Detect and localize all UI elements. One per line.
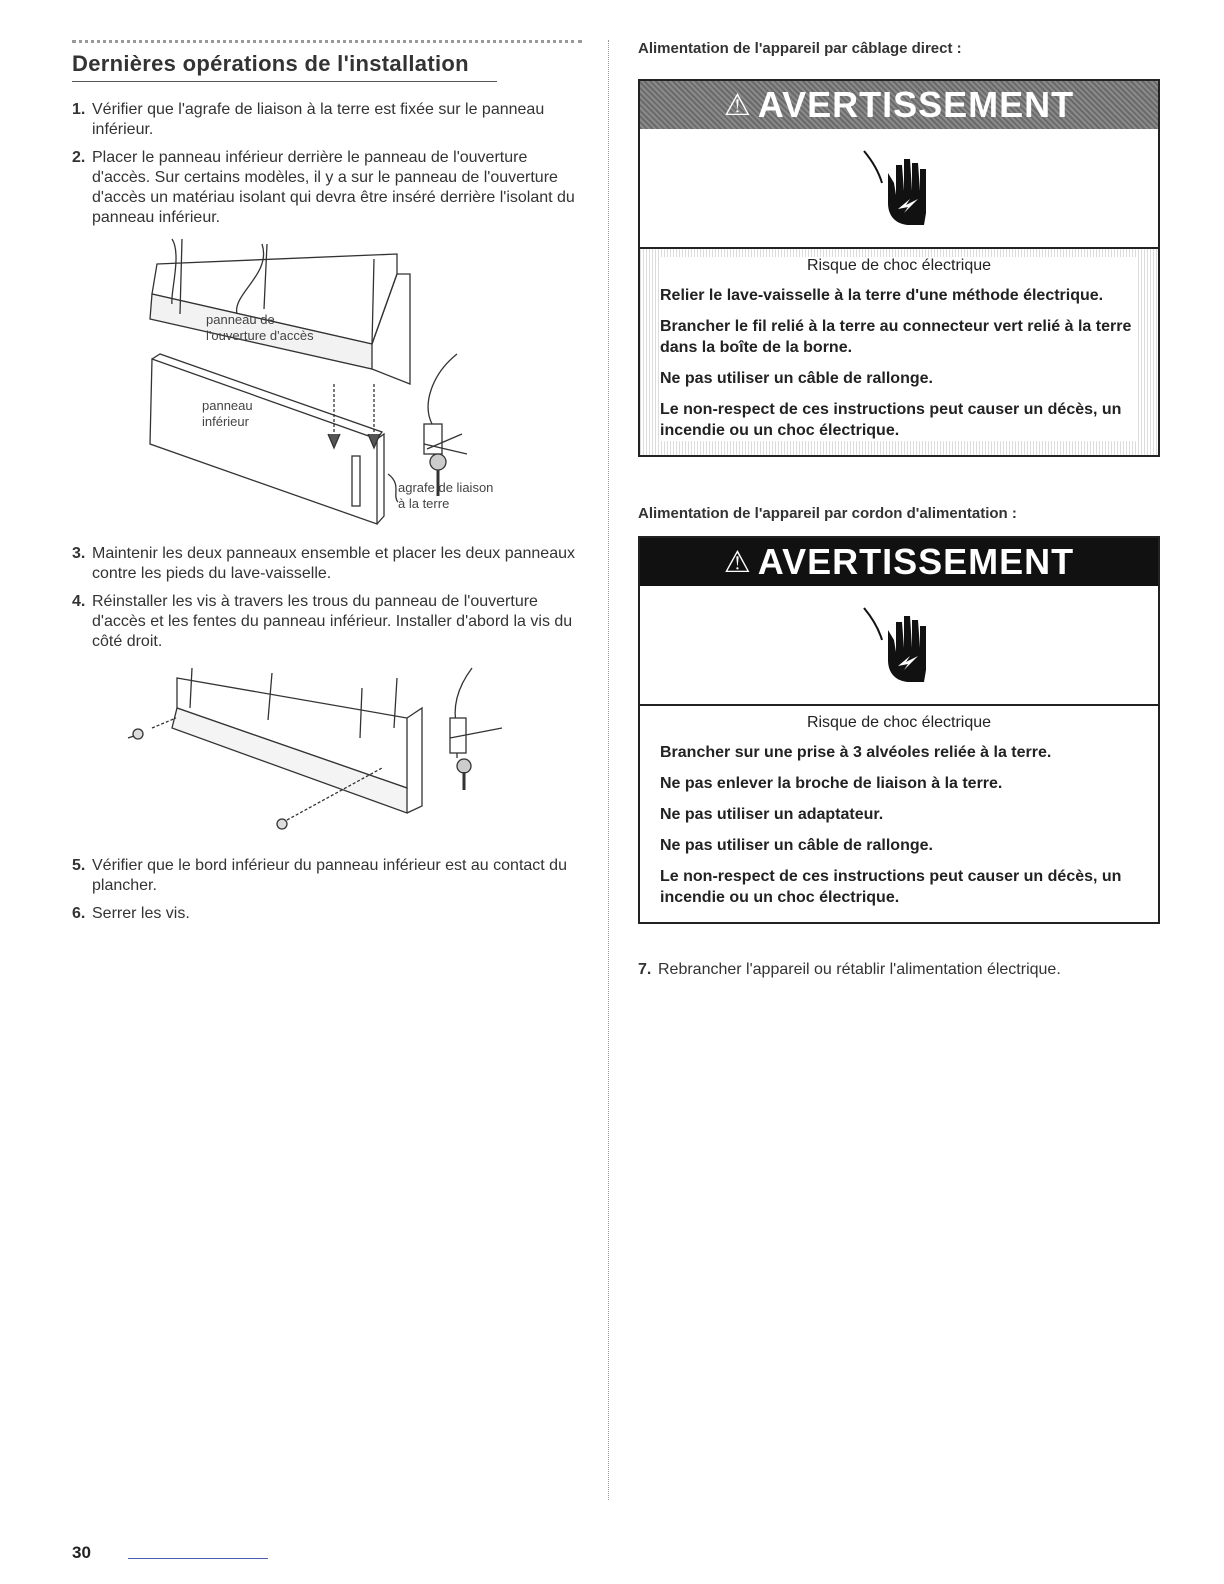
- steps-list-b: [72, 544, 582, 652]
- warning-box-direct: [638, 79, 1160, 457]
- warning-line: Le non-respect de ces instructions peut causer un décès, un incendie ou un choc électrique.: [660, 868, 1122, 906]
- warning-banner: ⚠ AVERTISSEMENT: [640, 538, 1158, 586]
- warning-line: Ne pas utiliser un adaptateur.: [660, 806, 884, 823]
- right-column: [638, 40, 1158, 980]
- electric-shock-hand-icon: [854, 600, 944, 690]
- page-number: 30: [72, 1543, 91, 1562]
- figure-panels-assembly: [72, 234, 582, 534]
- heading-direct-wiring: Alimentation de l'appareil par câblage direct :: [638, 40, 962, 57]
- screws-illustration: [72, 658, 582, 848]
- step-1: 1. Vérifier que l'agrafe de liaison à la terre est fixée sur le panneau inférieur.: [72, 101, 545, 138]
- warning-text: [640, 706, 1158, 922]
- label-lower-panel: panneau inférieur: [202, 398, 253, 429]
- figure-screws-install: [72, 658, 582, 848]
- title-underline: [72, 81, 497, 82]
- warning-subtitle: Risque de choc électrique: [806, 714, 992, 731]
- footer-rule: [128, 1558, 268, 1559]
- warning-line: Brancher le fil relié à la terre au connecteur vert relié à la terre dans la boîte de la borne.: [660, 318, 1132, 356]
- warning-banner: ⚠ AVERTISSEMENT: [640, 81, 1158, 129]
- steps-list-a: [72, 100, 582, 228]
- warning-line: Brancher sur une prise à 3 alvéoles reliée à la terre.: [660, 744, 1052, 761]
- shock-hazard-area: [640, 586, 1158, 706]
- step-6: 6. Serrer les vis.: [72, 905, 190, 922]
- steps-list-c: [72, 856, 582, 924]
- left-column: [72, 40, 582, 924]
- warning-line: Le non-respect de ces instructions peut causer un décès, un incendie ou un choc électrique.: [660, 401, 1122, 439]
- warning-text: [640, 249, 1158, 455]
- warning-line: Ne pas enlever la broche de liaison à la terre.: [660, 775, 1003, 792]
- warning-line: Relier le lave-vaisselle à la terre d'une méthode électrique.: [660, 287, 1104, 304]
- steps-list-d: [638, 960, 1158, 980]
- heading-power-cord: Alimentation de l'appareil par cordon d'alimentation :: [638, 505, 1017, 522]
- step-7: 7. Rebrancher l'appareil ou rétablir l'alimentation électrique.: [638, 961, 1061, 978]
- step-4: 4. Réinstaller les vis à travers les trous du panneau de l'ouverture d'accès et les fentes du panneau inférieur. Installer d'abord la vis du côté droit.: [72, 593, 573, 650]
- step-3: 3. Maintenir les deux panneaux ensemble et placer les deux panneaux contre les pieds du lave-vaisselle.: [72, 545, 575, 582]
- warning-subtitle: Risque de choc électrique: [806, 257, 992, 274]
- label-grounding-clip: agrafe de liaison à la terre: [398, 480, 494, 511]
- warning-triangle-icon: ⚠: [723, 545, 752, 579]
- column-divider: [608, 40, 609, 1500]
- electric-shock-hand-icon: [854, 143, 944, 233]
- section-title: Dernières opérations de l'installation: [72, 40, 582, 77]
- warning-line: Ne pas utiliser un câble de rallonge.: [660, 837, 933, 854]
- shock-hazard-area: [640, 129, 1158, 249]
- step-5: 5. Vérifier que le bord inférieur du panneau inférieur est au contact du plancher.: [72, 857, 567, 894]
- step-2: 2. Placer le panneau inférieur derrière le panneau de l'ouverture d'accès. Sur certains modèles, il y a sur le panneau de l'ouverture d'accès un matériau isolant qui devra être inséré derrière l'isolant du panneau inférieur.: [72, 149, 575, 226]
- label-access-panel: panneau de l'ouverture d'accès: [206, 312, 314, 343]
- warning-line: Ne pas utiliser un câble de rallonge.: [660, 370, 933, 387]
- warning-box-cord: [638, 536, 1160, 924]
- panels-illustration: [72, 234, 582, 534]
- warning-triangle-icon: ⚠: [723, 88, 752, 122]
